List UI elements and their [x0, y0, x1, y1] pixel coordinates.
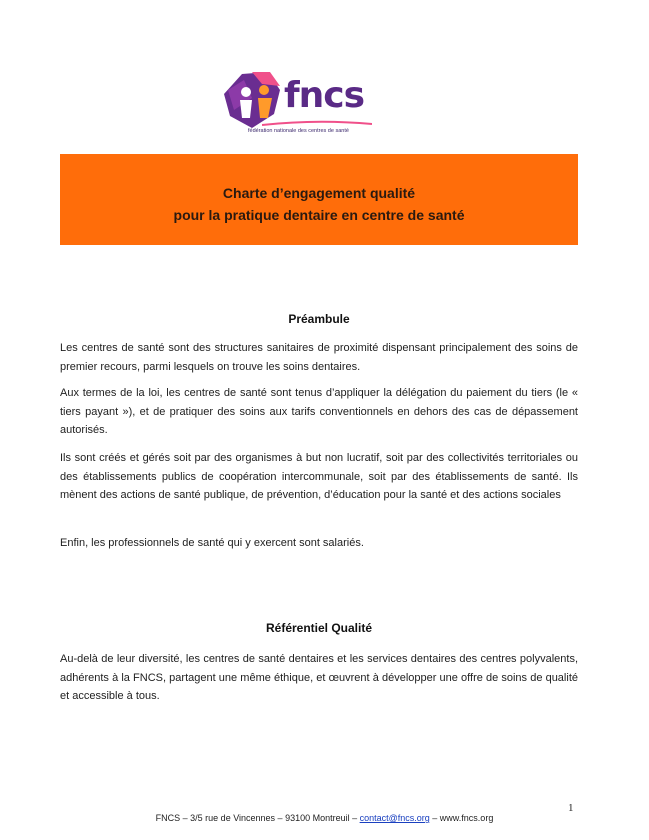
logo-tagline: fédération nationale des centres de santé — [248, 128, 349, 134]
footer-website: – www.fncs.org — [429, 813, 494, 823]
paragraph: Enfin, les professionnels de santé qui y exercent sont salariés. — [60, 537, 364, 549]
logo-wordmark: fncs — [284, 75, 365, 116]
page-number: 1 — [568, 802, 574, 814]
fncs-logo — [222, 70, 382, 142]
section-heading-referentiel-qualite: Référentiel Qualité — [265, 621, 373, 635]
paragraph: Au-delà de leur diversité, les centres de santé dentaires et les services dentaires des centres polyvalents, adhérents à la FNCS, partagent une même éthique, et œuvrent à développer une offre de soins de qualité et accessible à tous. — [60, 653, 578, 702]
page-footer — [0, 813, 649, 823]
section-heading-preambule: Préambule — [288, 312, 350, 326]
paragraph: Aux termes de la loi, les centres de santé sont tenus d’appliquer la délégation du paiement du tiers (le « tiers payant »), et de pratiquer des soins aux tarifs conventionnels en dehors des cas de dépassement autorisés. — [60, 387, 578, 436]
footer-email-link[interactable]: contact@fncs.org — [359, 813, 430, 823]
document-title-line-2: pour la pratique dentaire en centre de santé — [173, 207, 465, 223]
document-title-line-1: Charte d’engagement qualité — [222, 185, 416, 201]
paragraph: Les centres de santé sont des structures sanitaires de proximité dispensant principalement des soins de premier recours, parmi lesquels on trouve les soins dentaires. — [60, 342, 578, 373]
paragraph: Ils sont créés et gérés soit par des organismes à but non lucratif, soit par des collectivités territoriales ou des établissements publics de coopération intercommunale, soit par des établissements de santé. Ils mènent des actions de santé publique, de prévention, d’éducation pour la santé et des actions sociales — [60, 452, 578, 501]
footer-address: FNCS – 3/5 rue de Vincennes – 93100 Montreuil – — [155, 813, 360, 823]
title-banner — [60, 154, 578, 245]
logo-underline-swoosh-icon — [262, 120, 372, 126]
